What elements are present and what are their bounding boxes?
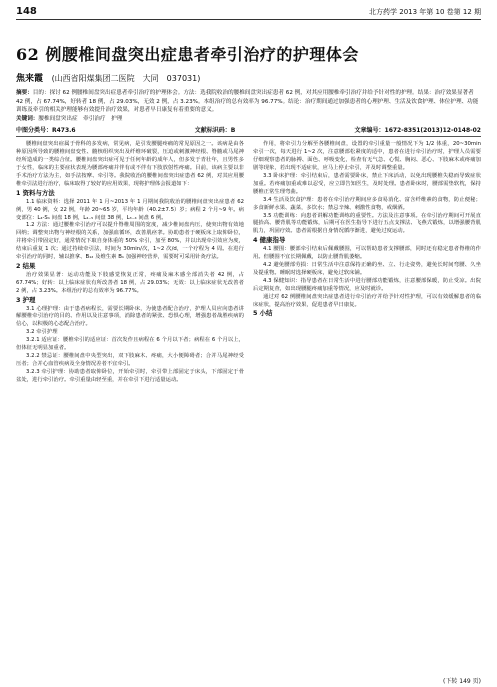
paragraph: 3.3 卧床护理：牵引结束后，患者需要卧床，禁止下床活动，以免出现腰椎失稳而导致症状加重。若疼痛加重或难以忍受，应立即告知医生，及时处理。患者卧床时，腰部需垫软枕，保持腰椎正常生理弯曲。	[253, 173, 481, 195]
paragraph: 3.2.1 适应证：腰椎牵引的适应证：首次发作且病程在 6 个月以下者；病程在 6 个月以上，但体征无明显加重者。	[16, 337, 244, 352]
right-column	[253, 141, 481, 384]
keywords-label: 关键词：	[16, 115, 39, 122]
section-heading: 5 小结	[253, 309, 273, 318]
keywords-text: 腰椎间盘突出症 牵引治疗 护理	[38, 115, 123, 122]
paragraph: 腰椎间盘突出症属于骨科的多发病，常见病，是引发腰腿疼痛的常见原因之一。该病是由各种原因所导致的腰椎间盘变性、髓核组织突出及纤维环破裂，压迫或刺激神经根、脊髓或马尾神经所造成的一类综合征。腰椎间盘突出症可见于任何年龄的成年人，但多发于青壮年，且男性多于女性，临床的主要症状表现为腰部疼痛并伴有或不伴有下肢放射性疼痛。目前，该病主要以非手术治疗方法为主，如手法按摩、牵引等。我院收治的腰椎间盘突出症患者 62 例，对其应用腰椎牵引法进行治疗，临床取得了较好的应用效果，现将护理体会报道如下：	[16, 141, 244, 187]
author-affiliation: (山西省阳煤集团二医院 大同 037031)	[51, 74, 201, 83]
paragraph: 4.1 腰围：腰部牵引结束后佩戴腰围，可以帮助患者支撑腰部，同时还有稳定患者脊椎的作用。但腰围不宜长期佩戴，以防止腰背肌萎缩。	[253, 246, 481, 261]
section-heading: 3 护理	[16, 295, 36, 304]
left-column	[16, 141, 244, 384]
clc-number: 中图分类号：R473.6	[16, 127, 76, 135]
article-number: 文章编号：1672-8351(2013)12-0148-02	[354, 127, 481, 135]
author-name: 焦来霞	[16, 74, 44, 84]
classification-line	[16, 125, 481, 137]
abstract-text: 目的：探讨 62 例腰椎间盘突出症患者牵引治疗的护理体会。方法：选我院收治的腰椎间盘突出症患者 62 例，对其应用腰椎牵引治疗并给予针对性的护理。结果：治疗效果显著者 42 例，占 67.74%，好转者 18 例，占 29.03%，无效 2 例，占 3.23%。本组治疗的总有效率为 96.77%。结论：治疗期间通过加强患者的心理护理、生活及饮食护理、体位护理、功能训练及牵引的相关护理能够有效提升治疗效果，对患者早日康复有着重要的意义。	[16, 90, 479, 114]
paragraph: 通过对 62 例腰椎间盘突出症患者进行牵引治疗并给予针对性护理，可以有效缓解患者的临床症状，提高治疗效果，促进患者早日康复。	[253, 293, 481, 308]
abstract	[16, 89, 481, 115]
paragraph: 3.2 牵引护理	[26, 329, 58, 336]
paragraph: 1.2 方法：通过腰椎牵引治疗可以提升脊椎周围的宽度，减少椎间盘内压，使突出物有效地回纳；调整突出物与神经根的关系，加强血循环，改善肌痉挛。协助患者于硬板床上取仰卧位，并将牵引带固定好，通常情况下取自身体重的 50% 牵引，加至 80%，并以出现牵引效应为度，结束后重复 1 次；通过持续牵引法，时间为 30min/次，1~2 次/d，一个疗程为 4 周。在进行牵引治疗的同时，辅以推拿、B₁₂ 及维生素 B₁ 加强神经营养，需要时可采用针灸疗法。	[16, 222, 244, 261]
paragraph: 治疗效果显著：运动功能及下肢感觉恢复正常，疼痛及麻木感全部消失者 42 例，占 67.74%；好转：以上临床症状有所改善者 18 例，占 29.03%；无效：以上临床症状无改善者 2 例，占 3.23%。本组治疗的总有效率为 96.77%。	[16, 271, 244, 294]
paragraph: 3.2.2 禁忌证：腰椎间盘中央型突出，双下肢麻木、疼痛，大小便障碍者；合并马尾神经受压者；合并心血管疾病及全身情况差者不宜牵引。	[16, 352, 244, 367]
page-number: 148	[16, 6, 37, 17]
paragraph: 4.3 保健知识：指导患者在日常生活中进行腰部功能锻炼，注意腰部保暖，防止受凉。出院后定期复查，如出现腰腿疼痛加重等情况，应及时就诊。	[253, 277, 481, 292]
section-heading: 4 健康指导	[253, 236, 286, 245]
paragraph: 作用，将牵引力分解至各腰椎间盘，设置的牵引重量一般情况下为 1/2 体重，20~30min 牵引一次，每天进行 1~2 次，注意腰部松紧度的适中，患者在进行牵引治疗时，护理人员需要仔细观察患者的脉搏、面色、呼吸变化，检查有无气急、心慌、胸闷、恶心、下肢麻木或疼痛加剧等现象，若出现不适症状，应马上停止牵引，并及时调整重量。	[253, 141, 481, 172]
paragraph: 3.2.3 牵引护理：协助患者取仰卧位，开始牵引时，牵引带上部固定于床头，下部固定于骨盆处，进行牵引治疗。牵引重量由轻至重，并在牵引下进行适量运动。	[16, 368, 244, 383]
paragraph: 3.4 生活及饮食护理：患者在牵引治疗期间应多食易消化、富含纤维素的食物，防止便秘；多食新鲜水果、蔬菜，多饮水；禁忌辛辣、刺激性食物，戒烟酒。	[253, 196, 481, 211]
paragraph: 1.1 临床资料：选择 2011 年 1 月~2013 年 1 月期间我院收治的腰椎间盘突出症患者 62 例，男 40 例，女 22 例，年龄 20~65 岁，平均年龄（40.2±7.5）岁；病程 2 个月~9 年。病变部位：L₄-S₁ 间盘 18 例，L₄₋₅ 间盘 38 例，L₃₋₄ 间盘 6 例。	[16, 198, 244, 221]
paragraph: 3.1 心理护理：由于患者病程长，需要长期卧床，为使患者配合治疗，护理人员应向患者讲解腰椎牵引治疗的目的、作用以及注意事项，消除患者的紧张、恐惧心理，增强患者战胜疾病的信心，以积极的心态配合治疗。	[16, 305, 244, 328]
running-header	[16, 6, 481, 20]
abstract-label: 摘要：	[16, 90, 33, 96]
journal-name: 北方药学 2013 年第 10 卷第 12 期	[369, 8, 481, 16]
section-heading: 1 资料与方法	[16, 188, 55, 197]
continued-note: (下转 149 页)	[443, 678, 481, 685]
paragraph: 3.5 功能训练：向患者讲解功能训练的重要性。方法及注意事项。在牵引治疗期间可开展直腿抬高、腰背肌等功能锻炼，后期可在医生指导下进行五点支撑法、飞燕式锻炼，以增强腰背肌肌力，巩固疗效。患者需根据自身情况循序渐进，避免过度运动。	[253, 212, 481, 235]
paragraph: 4.2 避免腰部劳损：日常生活中注意保持正确的坐、立、行走姿势，避免长时间弯腰、久坐及提重物。睡眠时选择硬板床，避免过软床铺。	[253, 261, 481, 276]
doc-code: 文献标识码：B	[194, 127, 236, 135]
section-heading: 2 结果	[16, 261, 36, 270]
article-title: 62 例腰椎间盘突出症患者牵引治疗的护理体会	[16, 45, 359, 64]
keywords	[16, 115, 481, 124]
author-line	[16, 71, 481, 84]
body-columns	[16, 141, 481, 384]
